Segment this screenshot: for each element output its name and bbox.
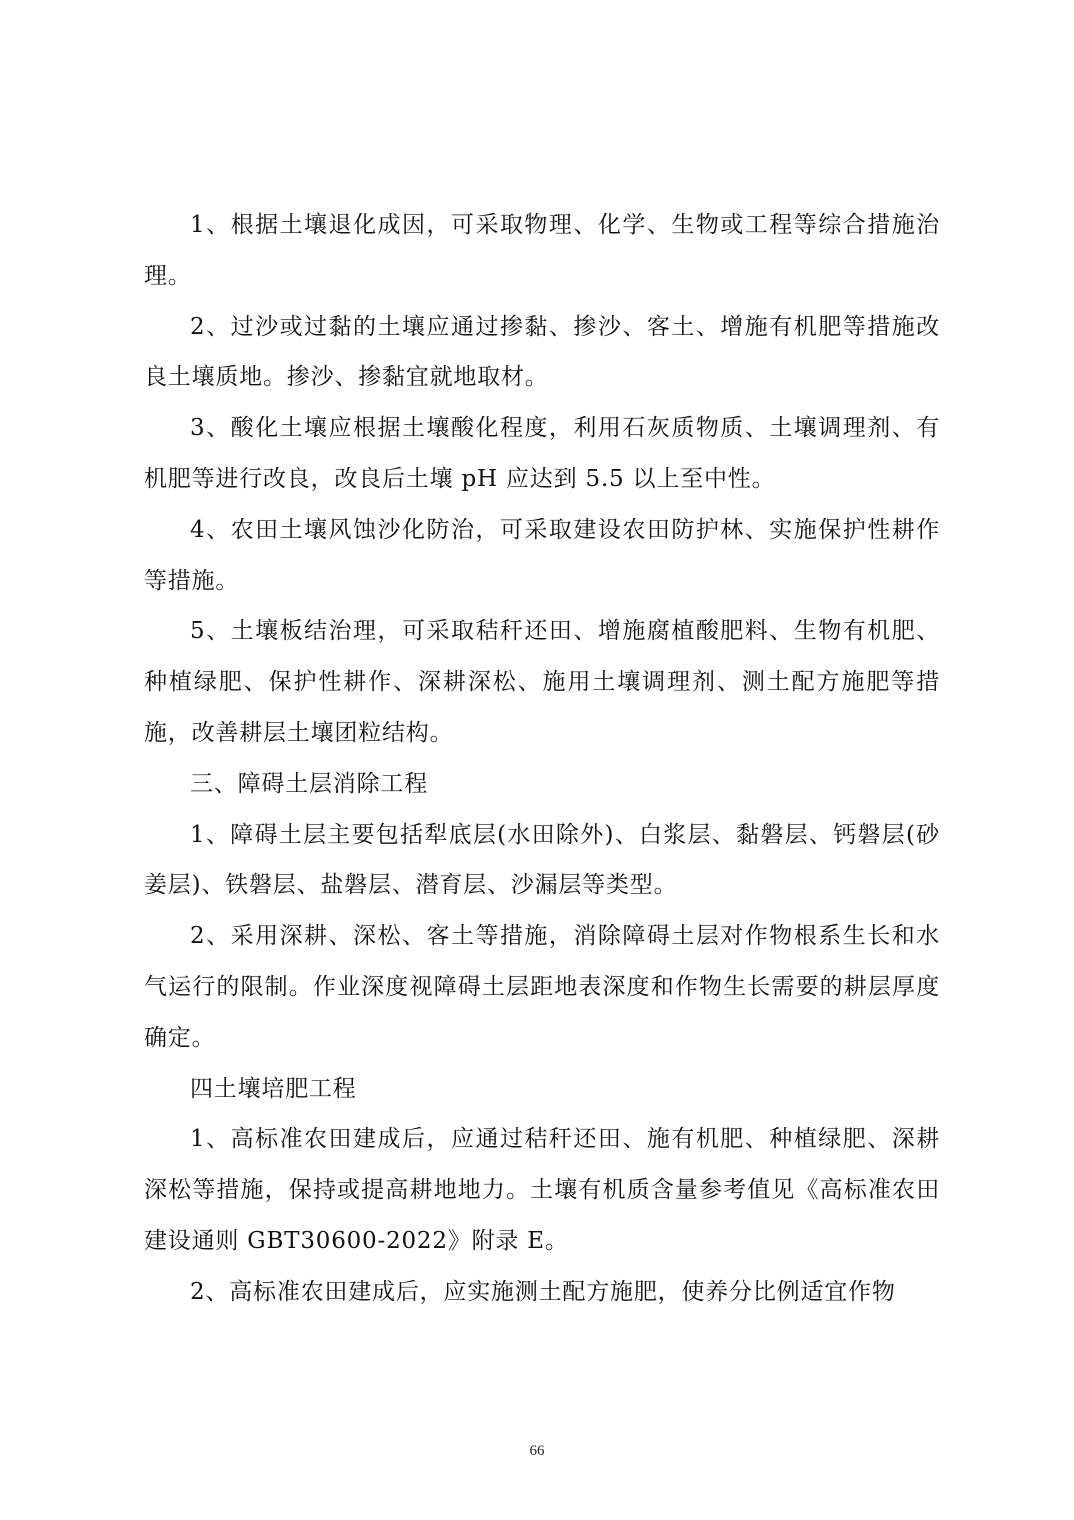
section-heading-obstacle-layer: 三、障碍土层消除工程 bbox=[190, 770, 428, 797]
paragraph-soil-texture: 2、过沙或过黏的土壤应通过掺黏、掺沙、客土、增施有机肥等措施改良土壤质地。掺沙、掺黏宜就地取材。 bbox=[144, 313, 940, 391]
page-number: 66 bbox=[529, 1443, 545, 1459]
document-body bbox=[144, 200, 940, 1318]
paragraph-degradation-causes: 1、根据土壤退化成因，可采取物理、化学、生物或工程等综合措施治理。 bbox=[144, 212, 940, 289]
paragraph-formula-fertilization: 2、高标准农田建成后，应实施测土配方施肥，使养分比例适宜作物 bbox=[190, 1278, 896, 1305]
paragraph-soil-compaction: 5、土壤板结治理，可采取秸秆还田、增施腐植酸肥料、生物有机肥、种植绿肥、保护性耕作、深耕深松、施用土壤调理剂、测土配方施肥等措施，改善耕层土壤团粒结构。 bbox=[144, 618, 940, 746]
paragraph-acidified-soil: 3、酸化土壤应根据土壤酸化程度，利用石灰质物质、土壤调理剂、有机肥等进行改良，改良后土壤 pH 应达到 5.5 以上至中性。 bbox=[144, 415, 940, 492]
paragraph-obstacle-layer-measures: 2、采用深耕、深松、客土等措施，消除障碍土层对作物根系生长和水气运行的限制。作业深度视障碍土层距地表深度和作物生长需要的耕层厚度确定。 bbox=[144, 923, 940, 1051]
paragraph-fertility-measures: 1、高标准农田建成后，应通过秸秆还田、施有机肥、种植绿肥、深耕深松等措施，保持或提高耕地地力。土壤有机质含量参考值见《高标准农田建设通则 GBT30600-2022》附录 E。 bbox=[144, 1126, 940, 1254]
paragraph-obstacle-layer-types: 1、障碍土层主要包括犁底层(水田除外)、白浆层、黏磐层、钙磐层(砂姜层)、铁磐层、盐磐层、潜育层、沙漏层等类型。 bbox=[144, 821, 940, 899]
section-heading-soil-fertility: 四土壤培肥工程 bbox=[190, 1075, 357, 1102]
paragraph-wind-erosion: 4、农田土壤风蚀沙化防治，可采取建设农田防护林、实施保护性耕作等措施。 bbox=[144, 516, 940, 594]
